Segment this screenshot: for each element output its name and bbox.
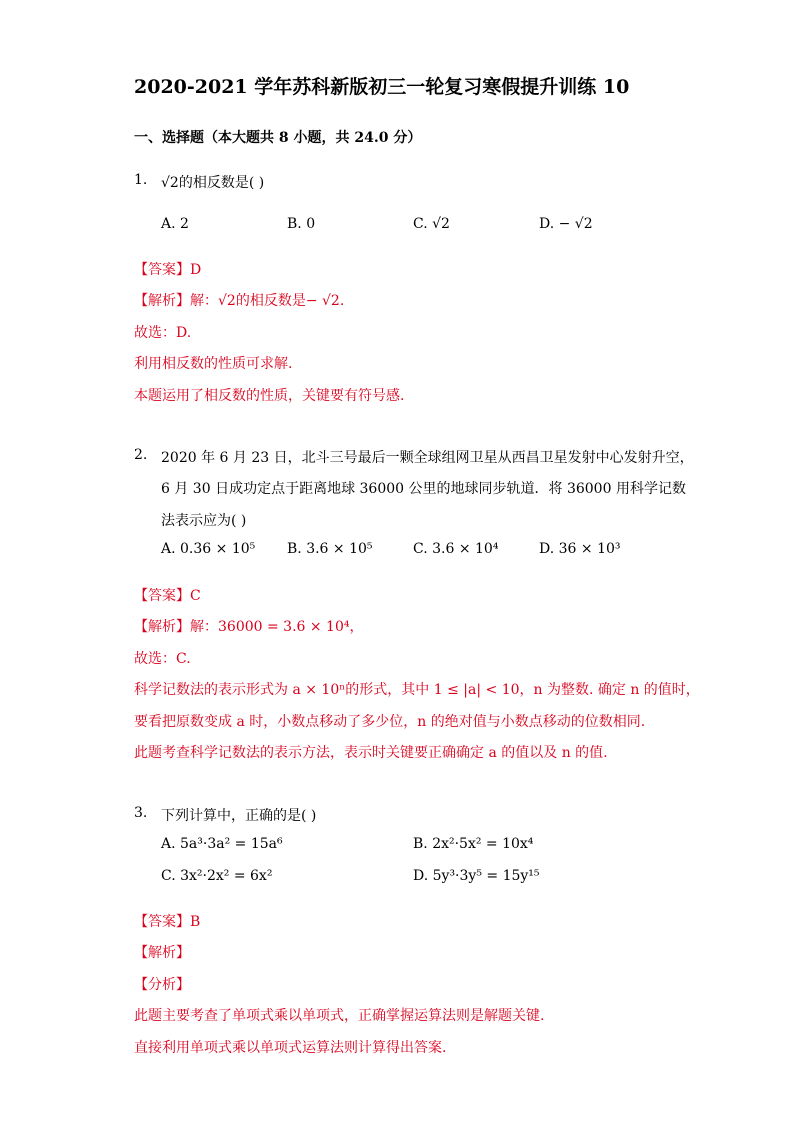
- question-stem: 2020 年 6 月 23 日，北斗三号最后一颗全球组网卫星从西昌卫星发射中心发射升空，: [161, 450, 694, 466]
- question-stem: √2的相反数是( ): [161, 175, 265, 191]
- question-stem: 下列计算中，正确的是( ): [161, 808, 317, 824]
- explanation-line: 此题主要考查了单项式乘以单项式，正确掌握运算法则是解题关键.: [134, 1008, 545, 1024]
- page-title: 2020-2021 学年苏科新版初三一轮复习寒假提升训练 10: [134, 76, 630, 98]
- option-c: C. √2: [413, 216, 450, 232]
- explanation-line: 此题考查科学记数法的表示方法，表示时关键要正确确定 a 的值以及 n 的值.: [134, 745, 608, 761]
- option-a: A. 0.36 × 10⁵: [161, 541, 256, 557]
- answer-line: 【答案】C: [134, 588, 201, 604]
- explanation-line: 直接利用单项式乘以单项式运算法则计算得出答案.: [134, 1040, 447, 1056]
- answer-line: 【答案】B: [134, 914, 201, 930]
- choose-line: 故选：C.: [134, 651, 191, 667]
- question-number: 3.: [134, 805, 148, 821]
- option-b: B. 3.6 × 10⁵: [287, 541, 373, 557]
- question-number: 1.: [134, 172, 148, 188]
- question-number: 2.: [134, 447, 148, 463]
- option-a: A. 5a³·3a² = 15a⁶: [161, 836, 283, 852]
- option-d: D. 5y³·3y⁵ = 15y¹⁵: [413, 868, 540, 884]
- choose-line: 故选：D.: [134, 325, 192, 341]
- explanation-line: 科学记数法的表示形式为 a × 10ⁿ的形式，其中 1 ≤ |a| < 10，n 为整数. 确定 n 的值时，: [134, 682, 700, 698]
- option-d: D. 36 × 10³: [539, 541, 621, 557]
- option-b: B. 0: [287, 216, 316, 232]
- analysis-line: 【解析】解：√2的相反数是− √2.: [134, 293, 345, 309]
- analysis-line: 【解析】解：36000 = 3.6 × 10⁴，: [134, 619, 364, 635]
- option-b: B. 2x²·5x² = 10x⁴: [413, 836, 534, 852]
- analysis-line: 【解析】: [134, 945, 190, 961]
- question-stem: 法表示应为( ): [161, 513, 247, 529]
- fenxi-line: 【分析】: [134, 977, 190, 993]
- answer-line: 【答案】D: [134, 262, 202, 278]
- explanation-line: 利用相反数的性质可求解.: [134, 356, 293, 372]
- option-c: C. 3.6 × 10⁴: [413, 541, 499, 557]
- question-stem: 6 月 30 日成功定点于距离地球 36000 公里的地球同步轨道．将 36000 用科学记数: [161, 481, 686, 497]
- section-heading: 一、选择题（本大题共 8 小题，共 24.0 分）: [134, 130, 422, 146]
- explanation-line: 本题运用了相反数的性质，关键要有符号感.: [134, 388, 405, 404]
- option-a: A. 2: [161, 216, 189, 232]
- option-d: D. − √2: [539, 216, 593, 232]
- option-c: C. 3x²·2x² = 6x²: [161, 868, 273, 884]
- explanation-line: 要看把原数变成 a 时，小数点移动了多少位，n 的绝对值与小数点移动的位数相同.: [134, 714, 646, 730]
